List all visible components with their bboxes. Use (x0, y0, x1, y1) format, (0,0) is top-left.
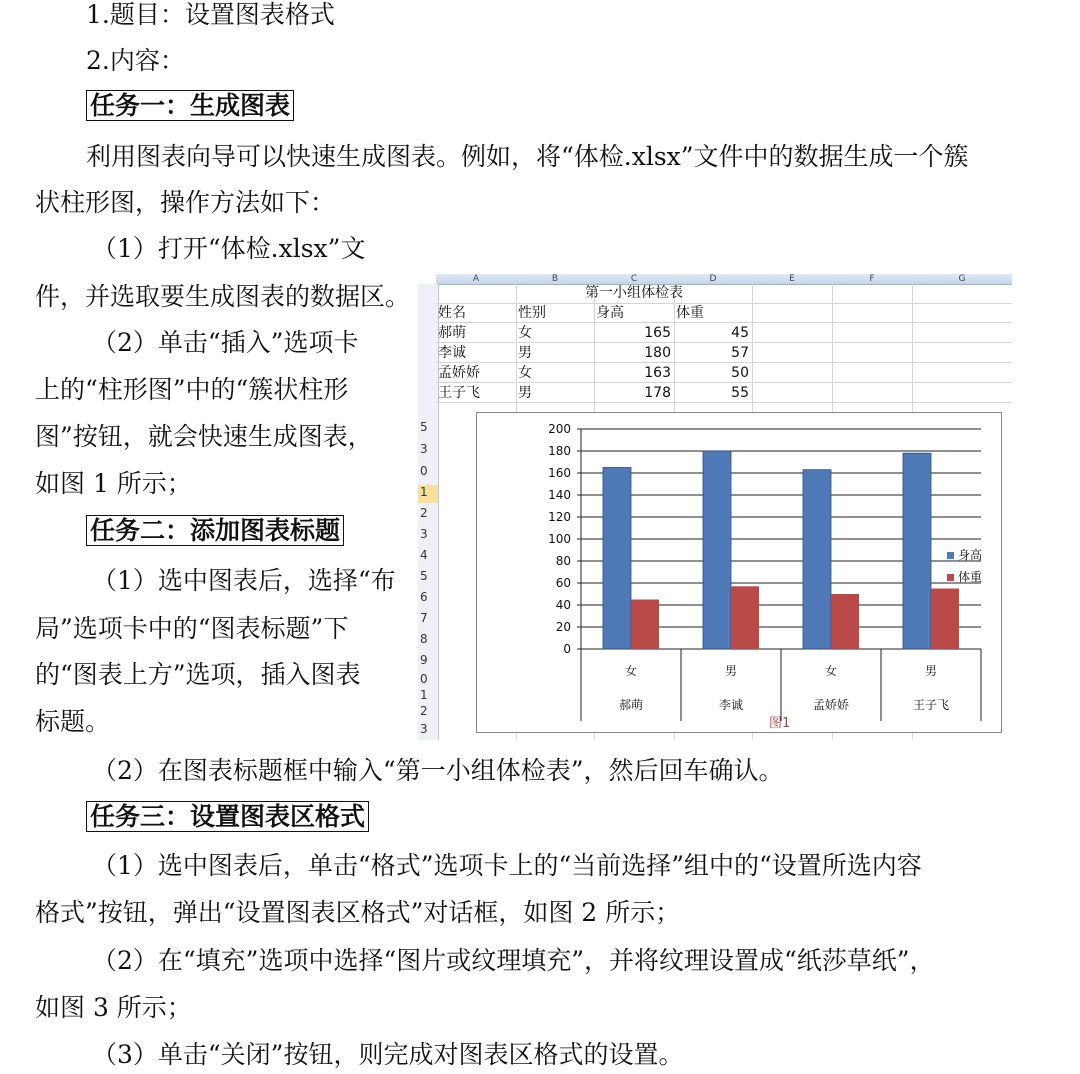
paragraph-line: 如图 1 所示； (35, 469, 192, 498)
bar-身高-王子飞 (903, 453, 931, 649)
chart-svg (477, 413, 1001, 732)
bar-体重-王子飞 (931, 589, 959, 650)
table-cell: 郝萌 (438, 325, 466, 341)
row-number: 1 (418, 485, 438, 503)
bar-体重-孟娇娇 (831, 594, 859, 649)
table-cell: 57 (731, 345, 749, 361)
y-tick-label: 80 (555, 554, 571, 568)
bar-体重-郝萌 (631, 600, 659, 650)
header-cell: 性别 (518, 305, 546, 321)
paragraph-line: （2）在图表标题框中输入“第一小组体检表”，然后回车确认。 (92, 756, 784, 785)
table-cell: 男 (518, 345, 532, 361)
paragraph-line: 上的“柱形图”中的“簇状柱形 (35, 375, 349, 404)
task3-heading-text: 任务三：设置图表区格式 (86, 801, 369, 832)
y-tick-label: 160 (548, 466, 571, 480)
task2-heading-text: 任务二：添加图表标题 (86, 515, 344, 546)
row-number: 3 (420, 527, 428, 541)
row-number: 1 (420, 688, 428, 702)
row-number: 2 (420, 704, 428, 718)
table-cell: 165 (644, 325, 671, 341)
table-cell: 孟娇娇 (438, 365, 480, 381)
task3-heading (86, 802, 369, 832)
x-category-label: 郝萌 (618, 698, 644, 712)
column-header: D (674, 274, 752, 285)
figure-caption: 图1 (769, 716, 791, 731)
row-number: 3 (420, 722, 428, 736)
table-cell: 45 (731, 325, 749, 341)
paragraph-line: （1）打开“体检.xlsx”文 (92, 234, 366, 263)
x-subcategory-label: 女 (824, 664, 838, 678)
paragraph-line: （3）单击“关闭”按钮，则完成对图表区格式的设置。 (92, 1040, 684, 1069)
table-cell: 178 (644, 385, 671, 401)
x-category-label: 王子飞 (912, 698, 950, 712)
y-tick-label: 100 (548, 532, 571, 546)
header-cell: 姓名 (438, 305, 466, 321)
y-tick-label: 140 (548, 488, 571, 502)
paragraph-line: （1）选中图表后，单击“格式”选项卡上的“当前选择”组中的“设置所选内容 (92, 851, 922, 880)
row-number: 8 (420, 632, 428, 646)
x-subcategory-label: 女 (624, 664, 638, 678)
task1-heading-text: 任务一：生成图表 (86, 90, 294, 121)
table-cell: 王子飞 (438, 385, 480, 401)
row-number: 5 (420, 420, 428, 434)
y-tick-label: 0 (563, 642, 571, 656)
table-cell: 女 (518, 325, 532, 341)
column-header: A (436, 274, 516, 285)
bar-身高-郝萌 (603, 468, 631, 650)
doc-content-label: 2.内容： (86, 46, 185, 75)
row-number: 0 (420, 672, 428, 686)
spreadsheet-screenshot (418, 274, 1012, 740)
paragraph-line: 如图 3 所示； (35, 993, 192, 1022)
task2-heading (86, 516, 344, 546)
row-number: 2 (420, 506, 428, 520)
table-cell: 55 (731, 385, 749, 401)
y-tick-label: 200 (548, 422, 571, 436)
paragraph-line: （2）在“填充”选项中选择“图片或纹理填充”，并将纹理设置成“纸莎草纸”， (92, 946, 935, 975)
row-number: 7 (420, 611, 428, 625)
y-tick-label: 20 (555, 620, 571, 634)
doc-title: 1.题目：设置图表格式 (86, 0, 335, 29)
row-number: 5 (420, 569, 428, 583)
paragraph-line: 图”按钮，就会快速生成图表， (35, 422, 373, 451)
x-category-label: 李诚 (718, 698, 744, 712)
y-tick-label: 180 (548, 444, 571, 458)
x-subcategory-label: 男 (724, 664, 738, 678)
header-cell: 身高 (596, 305, 624, 321)
table-cell: 女 (518, 365, 532, 381)
table-cell: 163 (644, 365, 671, 381)
column-header: E (752, 274, 832, 285)
legend-label: 身高 (958, 548, 983, 562)
paragraph-line: 的“图表上方”选项，插入图表 (35, 660, 361, 689)
column-header: B (516, 274, 594, 285)
bar-身高-李诚 (703, 451, 731, 649)
paragraph-line: 标题。 (35, 707, 111, 736)
paragraph-line: 件，并选取要生成图表的数据区。 (35, 282, 411, 311)
paragraph-line: （1）选中图表后，选择“布 (92, 566, 396, 595)
x-category-label: 孟娇娇 (812, 698, 850, 712)
task1-heading (86, 91, 294, 121)
y-tick-label: 40 (555, 598, 571, 612)
column-header: C (594, 274, 674, 285)
paragraph-line: 格式”按钮，弹出“设置图表区格式”对话框，如图 2 所示； (35, 898, 681, 927)
bar-身高-孟娇娇 (803, 470, 831, 649)
legend-swatch (947, 552, 954, 559)
chart-area[interactable] (476, 412, 1002, 733)
bar-体重-李诚 (731, 586, 759, 649)
column-header: F (832, 274, 912, 285)
paragraph-line: （2）单击“插入”选项卡 (92, 328, 359, 357)
y-tick-label: 60 (555, 576, 571, 590)
table-cell: 50 (731, 365, 749, 381)
legend-swatch (947, 574, 954, 581)
paragraph-line: 状柱形图，操作方法如下： (35, 188, 336, 217)
row-number: 0 (420, 464, 428, 478)
legend-label: 体重 (958, 570, 983, 584)
header-cell: 体重 (676, 305, 704, 321)
sheet-title-cell: 第一小组体检表 (585, 285, 683, 301)
row-number: 4 (420, 548, 428, 562)
row-number: 3 (420, 442, 428, 456)
table-cell: 李诚 (438, 345, 466, 361)
paragraph-line: 局”选项卡中的“图表标题”下 (35, 614, 349, 643)
row-number: 9 (420, 653, 428, 667)
paragraph-line: 利用图表向导可以快速生成图表。例如，将“体检.xlsx”文件中的数据生成一个簇 (86, 142, 969, 171)
x-subcategory-label: 男 (924, 664, 938, 678)
column-header: G (912, 274, 1012, 285)
table-cell: 180 (644, 345, 671, 361)
table-cell: 男 (518, 385, 532, 401)
row-number: 6 (420, 590, 428, 604)
y-tick-label: 120 (548, 510, 571, 524)
